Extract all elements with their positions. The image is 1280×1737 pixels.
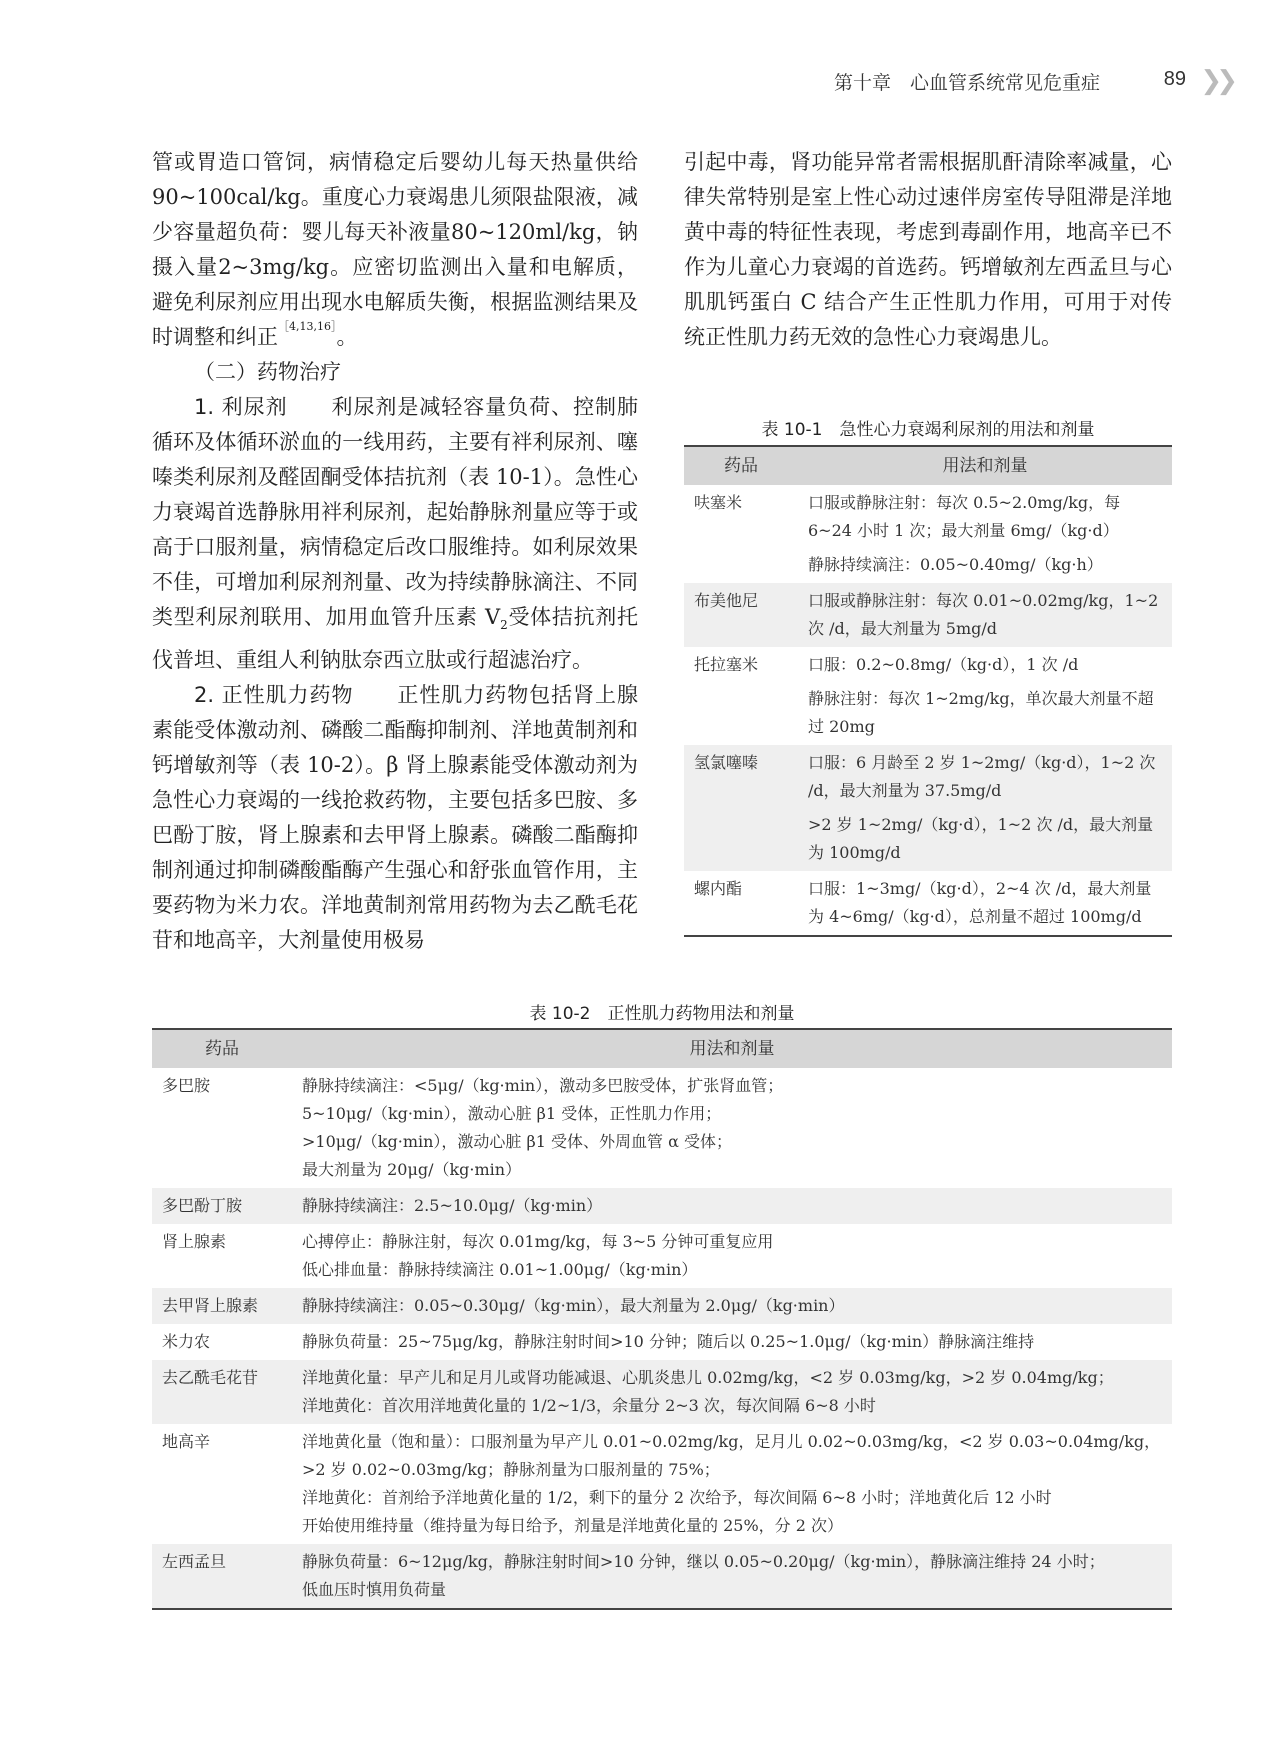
usage-line: 5~10μg/（kg·min），激动心脏 β1 受体，正性肌力作用； (302, 1104, 722, 1123)
usage-line: 洋地黄化量：早产儿和足月儿或肾功能减退、心肌炎患儿 0.02mg/kg，<2 岁 0.03mg/kg，>2 岁 0.04mg/kg； (302, 1368, 1114, 1387)
table-row (684, 745, 1172, 871)
paragraph-end: 。 (336, 325, 358, 349)
table-row (152, 1224, 1172, 1288)
usage-cell (292, 1068, 1172, 1188)
table-row (152, 1360, 1172, 1424)
table-row (684, 871, 1172, 936)
table-row (152, 1188, 1172, 1224)
table1-caption: 表 10-1 急性心力衰竭利尿剂的用法和剂量 (761, 420, 1095, 440)
table-row (152, 1424, 1172, 1544)
table-row (684, 485, 1172, 583)
usage-line: 静脉持续滴注：0.05~0.40mg/（kg·h） (808, 555, 1103, 574)
drug-name: 肾上腺素 (162, 1232, 227, 1251)
drug-name: 氢氯噻嗪 (684, 745, 798, 871)
drug-name: 左西孟旦 (152, 1544, 292, 1609)
usage-line: 口服或静脉注射：每次 0.5~2.0mg/kg，每 6~24 小时 1 次；最大剂量 6mg/（kg·d） (808, 493, 1121, 540)
usage-cell (798, 871, 1172, 936)
usage-line: 静脉注射：每次 1~2mg/kg，单次最大剂量不超过 20mg (808, 689, 1154, 736)
usage-line: 静脉负荷量：25~75μg/kg，静脉注射时间>10 分钟；随后以 0.25~1.0μg/（kg·min）静脉滴注维持 (302, 1332, 1035, 1351)
drug-name: 米力农 (162, 1332, 211, 1351)
table2-caption: 表 10-2 正性肌力药物用法和剂量 (529, 1004, 795, 1024)
citation: ［4,13,16］ (278, 320, 337, 333)
usage-line: 静脉持续滴注：0.05~0.30μg/（kg·min），最大剂量为 2.0μg/（kg·min） (302, 1296, 845, 1315)
usage-cell (292, 1324, 1172, 1360)
usage-line: 静脉负荷量：6~12μg/kg，静脉注射时间>10 分钟，继以 0.05~0.20μg/（kg·min），静脉滴注维持 24 小时； (302, 1552, 1105, 1571)
usage-line: 心搏停止：静脉注射，每次 0.01mg/kg，每 3~5 分钟可重复应用 (302, 1232, 774, 1251)
usage-line: 最大剂量为 20μg/（kg·min） (302, 1160, 522, 1179)
usage-cell (292, 1424, 1172, 1544)
diuretic-table (684, 445, 1172, 937)
usage-cell (798, 485, 1172, 583)
section-title: （二）药物治疗 (194, 360, 341, 384)
inotrope-table (152, 1028, 1172, 1610)
usage-line: 洋地黄化：首次用洋地黄化量的 1/2~1/3，余量分 2~3 次，每次间隔 6~8 小时 (302, 1396, 876, 1415)
table-row (684, 583, 1172, 647)
paragraph: 引起中毒，肾功能异常者需根据肌酐清除率减量，心律失常特别是室上性心动过速伴房室传导阻滞是洋地黄中毒的特征性表现，考虑到毒副作用，地高辛已不作为儿童心力衰竭的首选药。钙增敏剂左西孟旦与心肌肌钙蛋白 C 结合产生正性肌力作用，可用于对传统正性肌力药无效的急性心力衰竭患儿。 (684, 150, 1172, 349)
usage-line: 口服或静脉注射：每次 0.01~0.02mg/kg，1~2 次 /d，最大剂量为 5mg/d (808, 591, 1159, 638)
usage-cell (292, 1188, 1172, 1224)
table-row (152, 1324, 1172, 1360)
usage-line: 低心排血量：静脉持续滴注 0.01~1.00μg/（kg·min） (302, 1260, 698, 1279)
column-header: 药品 (152, 1029, 292, 1068)
paragraph-inotrope (152, 678, 638, 958)
drug-name: 呋塞米 (694, 493, 743, 512)
usage-line: 口服：1~3mg/（kg·d），2~4 次 /d，最大剂量为 4~6mg/（kg·d），总剂量不超过 100mg/d (808, 879, 1152, 926)
chevron-right-icon: ❯❯ (1200, 66, 1232, 96)
drug-name: 多巴酚丁胺 (152, 1188, 292, 1224)
table-row (152, 1544, 1172, 1609)
usage-line: >10μg/（kg·min），激动心脏 β1 受体、外周血管 α 受体； (302, 1132, 732, 1151)
usage-cell (292, 1224, 1172, 1288)
subscript: 2 (500, 618, 508, 633)
subsection-title: 1. 利尿剂 (194, 395, 288, 419)
column-header: 用法和剂量 (292, 1029, 1172, 1068)
column-header: 用法和剂量 (798, 446, 1172, 485)
usage-line: 口服：6 月龄至 2 岁 1~2mg/（kg·d），1~2 次 /d，最大剂量为 37.5mg/d (808, 753, 1156, 800)
usage-cell (798, 583, 1172, 647)
usage-line: 静脉持续滴注：<5μg/（kg·min），激动多巴胺受体，扩张肾血管； (302, 1076, 784, 1095)
drug-name: 去乙酰毛花苷 (152, 1360, 292, 1424)
subsection-title: 2. 正性肌力药物 (194, 683, 354, 708)
usage-cell (292, 1544, 1172, 1609)
table-row (152, 1068, 1172, 1188)
column-header: 药品 (684, 446, 798, 485)
drug-name: 多巴胺 (162, 1076, 211, 1095)
paragraph (152, 145, 638, 355)
page-number: 89 (1163, 68, 1186, 90)
drug-name: 地高辛 (162, 1432, 211, 1451)
drug-name: 螺内酯 (694, 879, 743, 898)
usage-line: 开始使用维持量（维持量为每日给予，剂量是洋地黄化量的 25%，分 2 次） (302, 1516, 844, 1535)
drug-name: 布美他尼 (684, 583, 798, 647)
table-row (152, 1288, 1172, 1324)
usage-cell (292, 1360, 1172, 1424)
usage-line: 洋地黄化量（饱和量）：口服剂量为早产儿 0.01~0.02mg/kg，足月儿 0.02~0.03mg/kg，<2 岁 0.03~0.04mg/kg， (302, 1432, 1161, 1451)
table-row (684, 647, 1172, 745)
paragraph-text: 管或胃造口管饲，病情稳定后婴幼儿每天热量供给90~100cal/kg。重度心力衰竭患儿须限盐限液，减少容量超负荷：婴儿每天补液量80~120ml/kg，钠摄入量2~3mg/kg。应密切监测出入量和电解质，避免利尿剂应用出现水电解质失衡，根据监测结果及时调整和纠正 (152, 150, 638, 349)
usage-line: 静脉持续滴注：2.5~10.0μg/（kg·min） (302, 1196, 603, 1215)
usage-line: >2 岁 1~2mg/（kg·d），1~2 次 /d，最大剂量为 100mg/d (808, 815, 1154, 862)
usage-line: >2 岁 0.02~0.03mg/kg；静脉剂量为口服剂量的 75%； (302, 1460, 720, 1479)
usage-cell (292, 1288, 1172, 1324)
usage-line: 洋地黄化：首剂给予洋地黄化量的 1/2，剩下的量分 2 次给予，每次间隔 6~8 小时；洋地黄化后 12 小时 (302, 1488, 1052, 1507)
usage-line: 低血压时慎用负荷量 (302, 1580, 447, 1599)
left-column (152, 145, 638, 958)
right-column (684, 145, 1172, 355)
chapter-title: 第十章 心血管系统常见危重症 (833, 72, 1100, 94)
usage-cell (798, 745, 1172, 871)
paragraph-text: 利尿剂是减轻容量负荷、控制肺循环及体循环淤血的一线用药，主要有袢利尿剂、噻嗪类利尿剂及醛固酮受体拮抗剂（表 10-1）。急性心力衰竭首选静脉用袢利尿剂，起始静脉剂量应等于或高于口服剂量，病情稳定后改口服维持。如利尿效果不佳，可增加利尿剂剂量、改为持续静脉滴注、不同类型利尿剂联用、加用血管升压素 V (152, 395, 639, 629)
drug-name: 托拉塞米 (694, 655, 759, 674)
usage-cell (798, 647, 1172, 745)
usage-line: 口服：0.2~0.8mg/（kg·d），1 次 /d (808, 655, 1079, 674)
page-header (0, 66, 1280, 96)
paragraph-text: 受体拮抗剂托伐普坦、重组人利钠肽奈西立肽或行超滤治疗。 (152, 605, 638, 673)
paragraph-diuretic (152, 390, 638, 678)
drug-name: 去甲肾上腺素 (152, 1288, 292, 1324)
paragraph-text: 正性肌力药物包括肾上腺素能受体激动剂、磷酸二酯酶抑制剂、洋地黄制剂和钙增敏剂等（表 10-2）。β 肾上腺素能受体激动剂为急性心力衰竭的一线抢救药物，主要包括多巴胺、多巴酚丁胺，肾上腺素和去甲肾上腺素。磷酸二酯酶抑制剂通过抑制磷酸酯酶产生强心和舒张血管作用，主要药物为米力农。洋地黄制剂常用药物为去乙酰毛花苷和地高辛，大剂量使用极易 (152, 683, 639, 953)
